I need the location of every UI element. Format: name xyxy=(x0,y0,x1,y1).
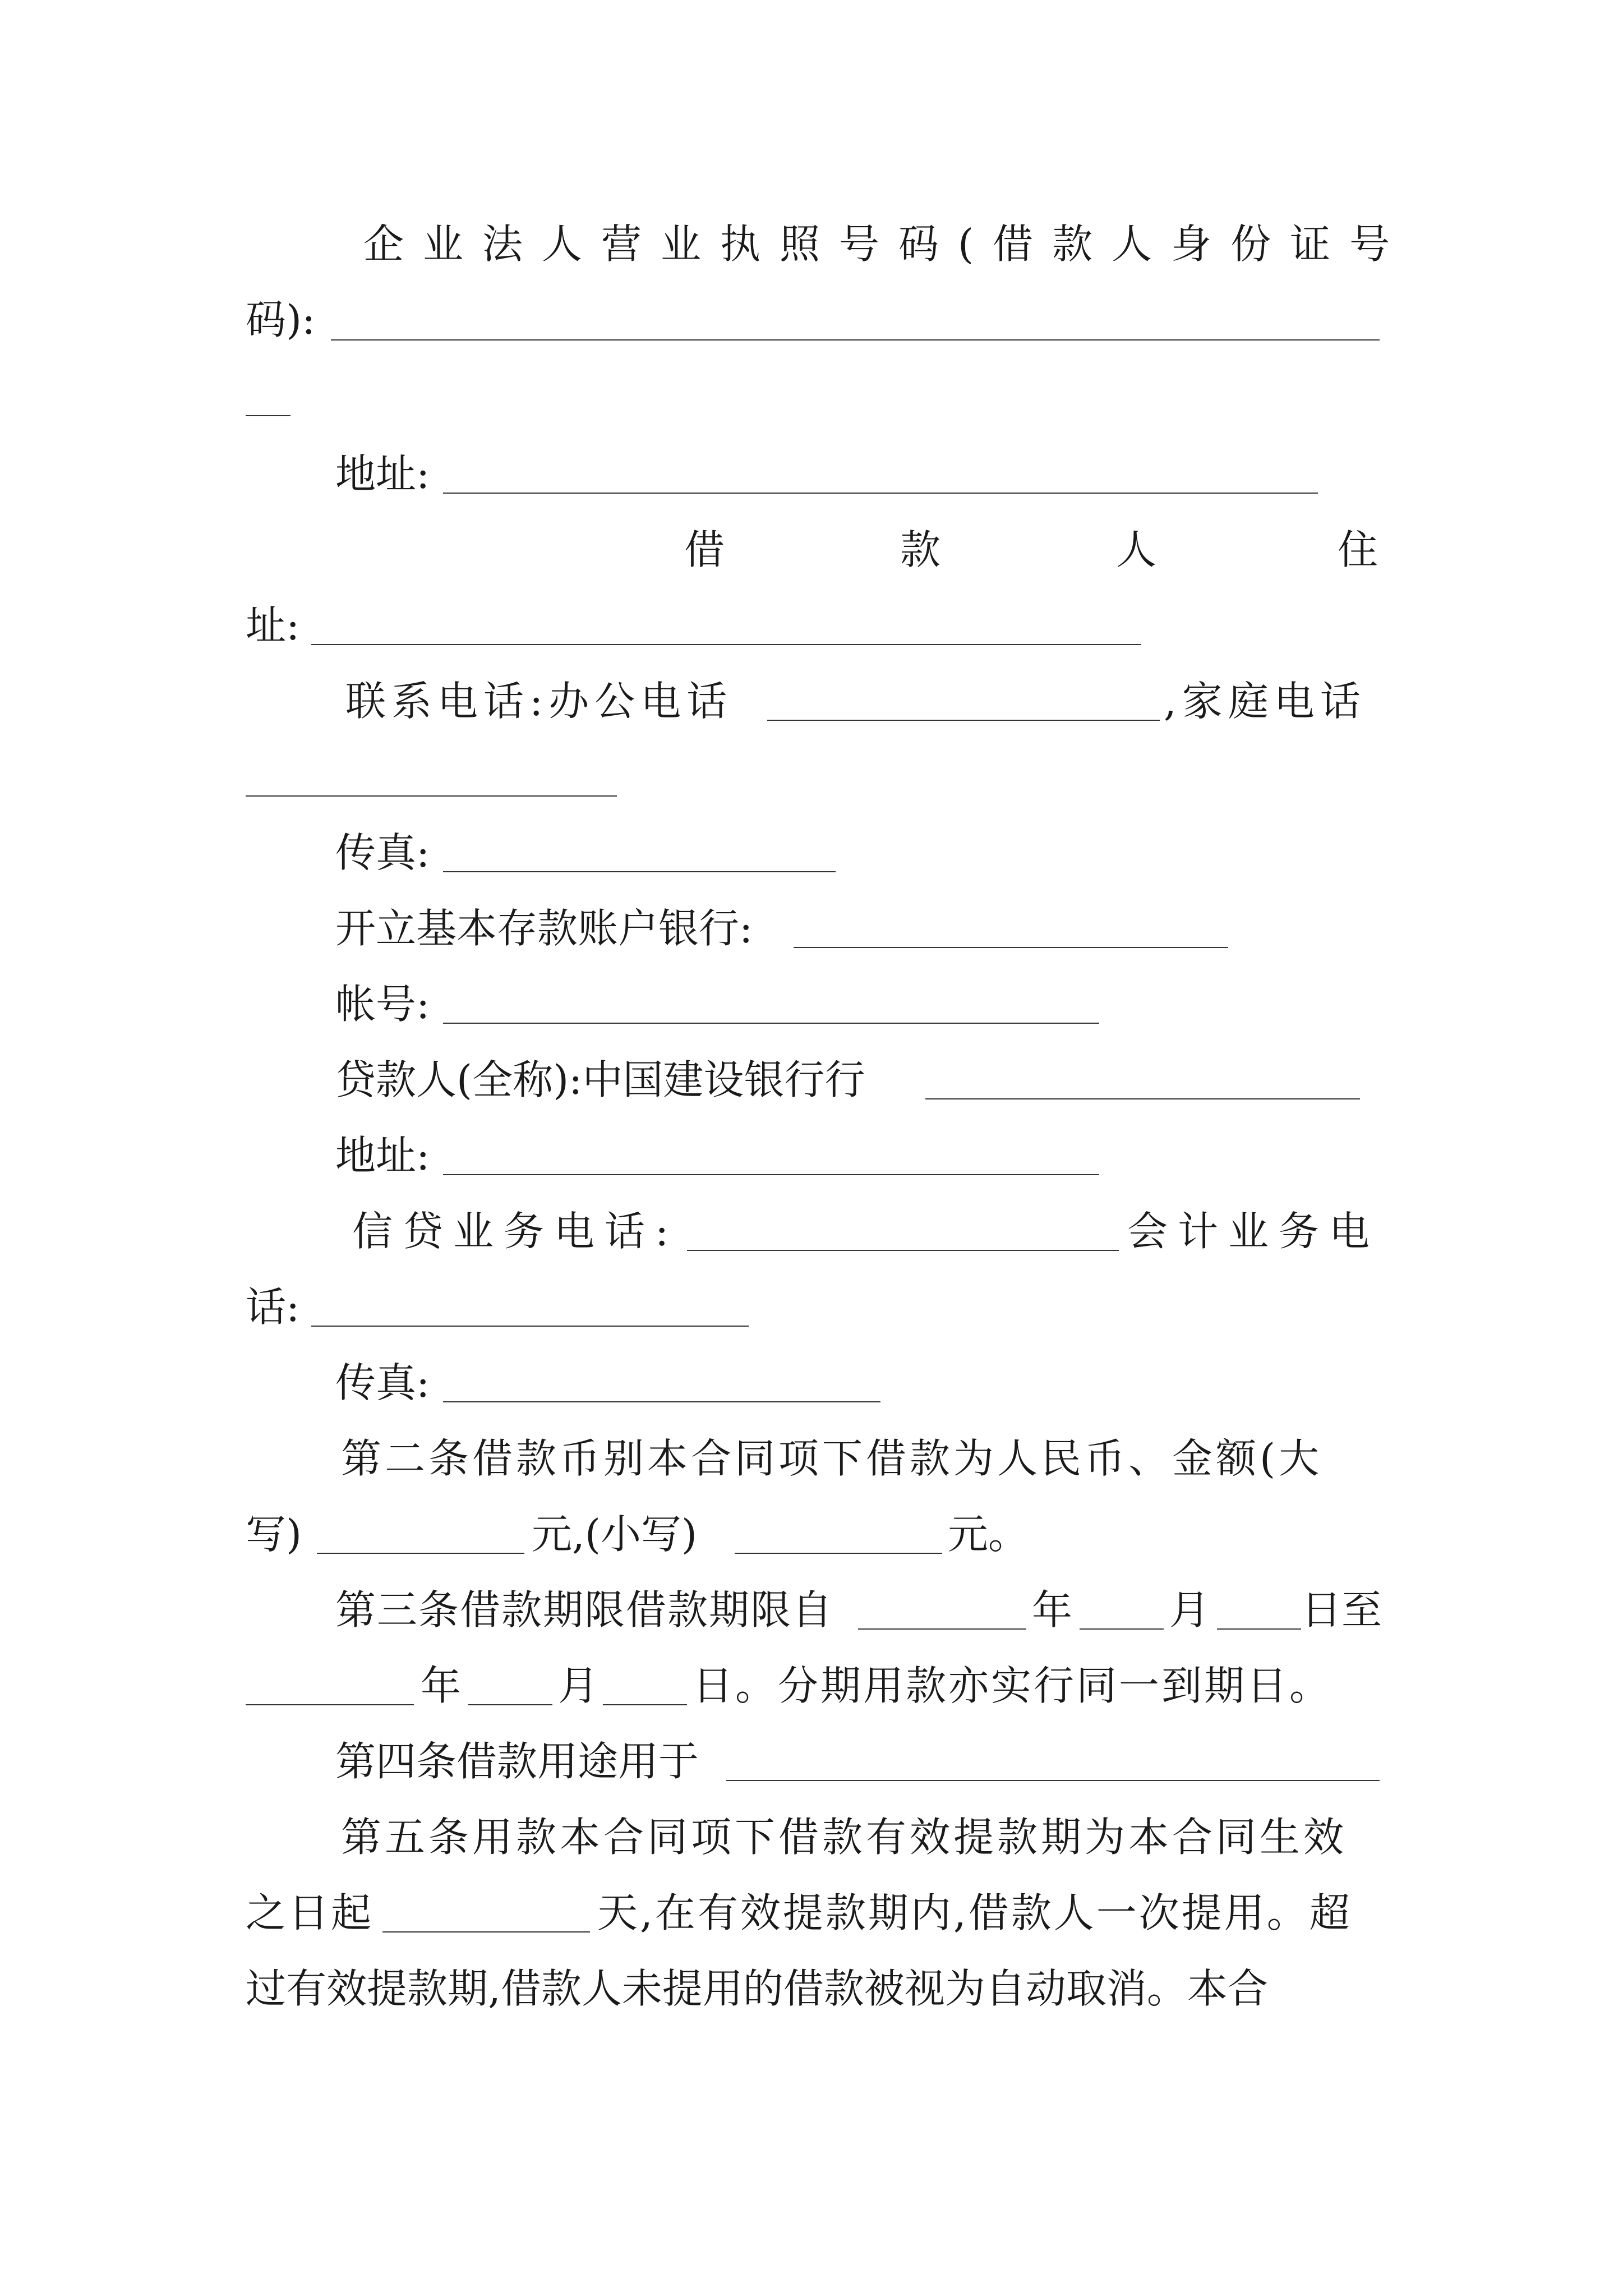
start-month-blank xyxy=(1080,1628,1164,1630)
amount-lowercase-blank xyxy=(735,1553,942,1554)
borrower-residence-label-cont: 址: xyxy=(246,602,300,649)
business-license-label-cont: 码): xyxy=(246,296,316,343)
lender-address-blank xyxy=(443,1174,1099,1175)
article-3-label: 第三条借款期限借款期限自 xyxy=(335,1586,834,1634)
home-phone-label: ,家庭电话 xyxy=(1164,678,1366,725)
start-day-suffix: 日至 xyxy=(1301,1586,1382,1634)
borrower-fax-label: 传真: xyxy=(335,829,430,876)
article-2-text: 第二条借款币别本合同项下借款为人民币、金额(大 xyxy=(341,1435,1323,1482)
start-year-suffix: 年 xyxy=(1032,1586,1073,1634)
lender-address-label: 地址: xyxy=(335,1132,430,1179)
home-phone-blank xyxy=(246,795,617,797)
start-year-blank xyxy=(858,1628,1026,1630)
lender-fax-label: 传真: xyxy=(335,1359,430,1406)
end-month-suffix: 月 xyxy=(558,1662,599,1709)
basic-account-bank-blank xyxy=(794,947,1228,948)
start-day-blank xyxy=(1217,1628,1301,1630)
article-5-text: 第五条用款本合同项下借款有效提款期为本合同生效 xyxy=(341,1814,1348,1861)
accounting-phone-blank xyxy=(311,1326,749,1327)
borrower-residence-char2: 款 xyxy=(900,526,941,573)
credit-phone-label: 信贷业务电话: xyxy=(352,1208,679,1255)
accounting-phone-label-cont: 话: xyxy=(246,1283,300,1331)
article-4-label: 第四条借款用途用于 xyxy=(335,1738,699,1785)
credit-phone-blank xyxy=(687,1250,1119,1251)
lender-fax-blank xyxy=(443,1401,880,1402)
lender-branch-blank xyxy=(925,1098,1360,1099)
end-year-blank xyxy=(246,1704,414,1705)
account-number-label: 帐号: xyxy=(335,981,430,1028)
borrower-address-blank xyxy=(443,493,1318,494)
article-2-uppercase-label: 写) xyxy=(246,1511,302,1558)
business-license-label: 企业法人营业执照号码(借款人身份证号 xyxy=(363,220,1409,268)
start-month-suffix: 月 xyxy=(1169,1586,1210,1634)
end-month-blank xyxy=(468,1704,552,1705)
borrower-residence-blank xyxy=(311,644,1141,645)
business-license-blank xyxy=(331,339,1380,341)
borrower-address-label: 地址: xyxy=(335,450,430,498)
contact-phone-label: 联系电话:办公电话 xyxy=(345,678,733,725)
amount-uppercase-blank xyxy=(317,1553,524,1554)
accounting-phone-label: 会计业务电 xyxy=(1127,1208,1380,1255)
basic-account-bank-label: 开立基本存款账户银行: xyxy=(335,905,753,952)
drawdown-days-blank xyxy=(382,1931,590,1932)
loan-purpose-blank xyxy=(726,1780,1380,1781)
end-day-blank xyxy=(603,1704,687,1705)
borrower-fax-blank xyxy=(443,871,836,872)
article-5-effective-from: 之日起 xyxy=(246,1889,374,1936)
lender-name-label: 贷款人(全称):中国建设银行行 xyxy=(335,1056,865,1103)
article-5-cancellation-text: 过有效提款期,借款人未提用的借款被视为自动取消。本合 xyxy=(246,1965,1268,2012)
article-2-lowercase-label: 元,(小写) xyxy=(532,1511,698,1558)
account-number-blank xyxy=(443,1023,1099,1024)
business-license-blank-cont xyxy=(246,415,291,416)
end-day-suffix: 日。分期用款亦实行同一到期日。 xyxy=(693,1662,1332,1709)
article-2-yuan-end: 元。 xyxy=(948,1511,1029,1558)
end-year-suffix: 年 xyxy=(421,1662,462,1709)
borrower-residence-char1: 借 xyxy=(684,526,725,573)
article-5-days-text: 天,在有效提款期内,借款人一次提用。超 xyxy=(597,1889,1352,1936)
office-phone-blank xyxy=(767,720,1160,721)
borrower-residence-char3: 人 xyxy=(1116,526,1157,573)
borrower-residence-char4: 住 xyxy=(1338,526,1378,573)
